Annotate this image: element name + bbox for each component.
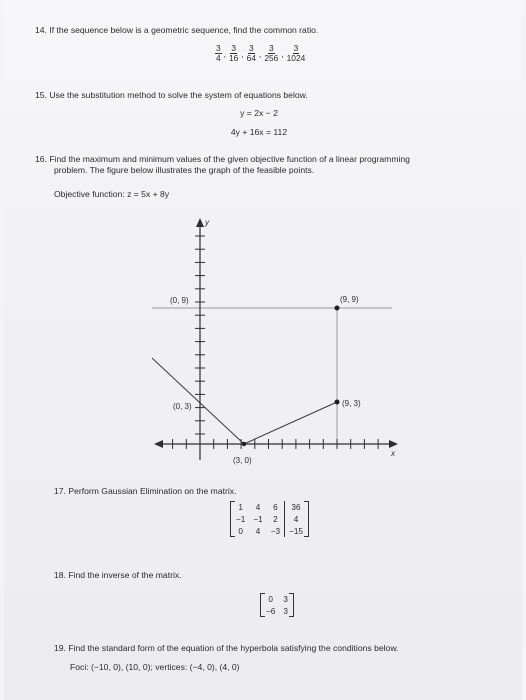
matrix-cell: −15 [285, 525, 307, 537]
point-9-9 [335, 306, 340, 311]
term-numerator: 3 [268, 43, 274, 53]
matrix-row [262, 605, 292, 617]
equation-2: 4y + 16x = 112 [230, 127, 288, 137]
question-15-text: 15. Use the substitution method to solve the system of equations below. [35, 90, 308, 100]
inverse-matrix [262, 593, 292, 617]
term-numerator: 3 [293, 43, 299, 53]
label-point-9-9: (9, 9) [340, 295, 359, 304]
matrix-cell: 4 [285, 513, 307, 525]
worksheet-page [4, 0, 522, 700]
question-17-text: 17. Perform Gaussian Elimination on the matrix. [54, 486, 237, 496]
sequence-term [228, 44, 239, 63]
matrix-cell: 36 [285, 501, 307, 513]
matrix-cell: −1 [236, 514, 246, 524]
question-19-text: 19. Find the standard form of the equation of the hyperbola satisfying the conditions below. [54, 643, 399, 653]
label-point-3-0: (3, 0) [233, 456, 252, 465]
term-numerator: 3 [216, 43, 221, 53]
label-point-0-9: (0, 9) [170, 296, 189, 305]
augmented-matrix [232, 501, 307, 537]
matrix-cell: −1 [253, 514, 263, 524]
sequence-term [246, 44, 257, 63]
sequence-comma: , [281, 48, 284, 59]
term-denominator: 64 [246, 53, 256, 63]
label-point-0-3: (0, 3) [173, 402, 192, 411]
question-18-text: 18. Find the inverse of the matrix. [54, 570, 182, 580]
y-axis-label: y [205, 218, 209, 227]
label-point-9-3: (9, 3) [342, 399, 361, 408]
sequence-term [286, 44, 307, 63]
matrix-cell: 6 [273, 502, 278, 512]
x-axis-arrow [389, 440, 398, 448]
sequence-comma: , [258, 48, 262, 59]
x-axis-left-arrow [154, 440, 163, 448]
question-14-text: 14. If the sequence below is a geometric sequence, find the common ratio. [35, 25, 319, 35]
term-numerator: 3 [231, 43, 236, 53]
matrix-cell: −3 [270, 526, 281, 536]
matrix-row [232, 513, 307, 525]
matrix-cell: 3 [283, 606, 288, 616]
equation-1: y = 2x − 2 [240, 108, 278, 118]
matrix-cell: −6 [266, 606, 276, 616]
feasible-region-graph [4, 210, 522, 475]
question-16-text-line1: 16. Find the maximum and minimum values of the given objective function of a linear programming [35, 154, 410, 164]
objective-function: Objective function: z = 5x + 8y [54, 189, 170, 199]
sequence-term [263, 44, 279, 63]
term-numerator: 3 [248, 43, 254, 53]
matrix-row [262, 593, 292, 605]
point-3-0 [242, 442, 246, 446]
line-descending [152, 358, 244, 444]
matrix-cell: 2 [273, 514, 278, 524]
matrix-cell: 1 [238, 502, 243, 512]
geometric-sequence [214, 44, 307, 63]
sequence-comma: , [241, 48, 244, 59]
matrix-cell: 4 [255, 502, 261, 512]
matrix-row [232, 525, 307, 537]
sequence-term [215, 44, 222, 63]
term-denominator: 256 [264, 53, 279, 63]
matrix-row [232, 501, 307, 513]
sequence-comma: , [223, 48, 226, 59]
point-9-3 [335, 400, 340, 405]
matrix-cell: 0 [238, 526, 243, 536]
matrix-cell: 0 [268, 594, 273, 604]
y-axis-arrow [196, 218, 204, 227]
term-denominator: 4 [216, 53, 221, 63]
hyperbola-conditions: Foci: (−10, 0), (10, 0); vertices: (−4, 0), (4, 0) [70, 662, 240, 672]
line-ascending [244, 402, 337, 444]
term-denominator: 1024 [286, 53, 306, 63]
x-axis-label: x [391, 449, 395, 458]
matrix-cell: 4 [255, 526, 261, 536]
matrix-cell: 3 [283, 594, 288, 604]
term-denominator: 16 [229, 53, 239, 63]
question-16-text-line2: problem. The figure below illustrates the graph of the feasible points. [54, 165, 315, 175]
